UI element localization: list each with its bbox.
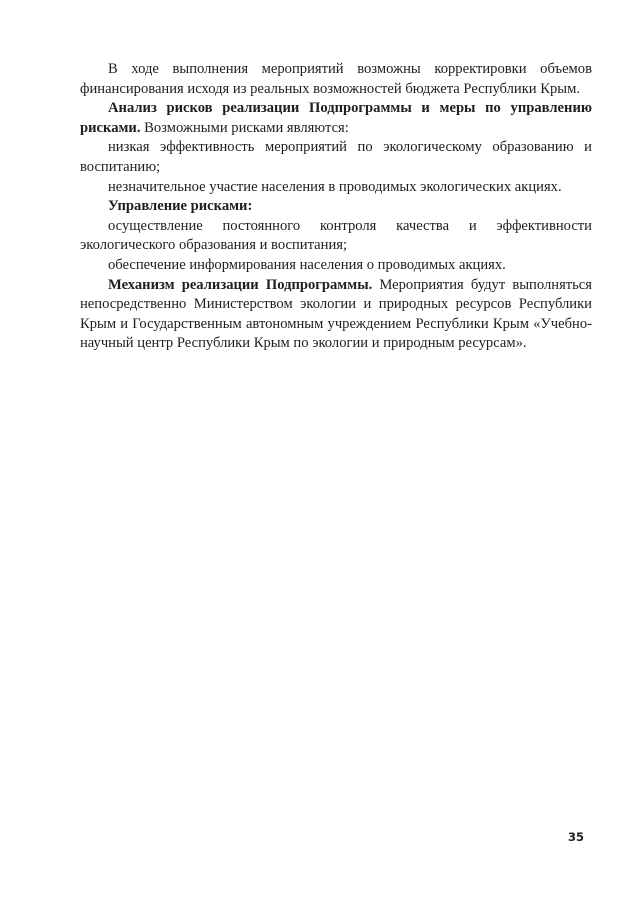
- measure-item-1: осуществление постоянного контроля качества и эффективности экологического образования и воспитания;: [80, 217, 592, 254]
- paragraph-risk-analysis: [80, 99, 592, 138]
- measure-item-2: обеспечение информирования населения о проводимых акциях.: [108, 256, 506, 273]
- paragraph-financing: В ходе выполнения мероприятий возможны корректировки объемов финансирования исходя из реальных возможностей бюджета Республики Крым.: [80, 61, 592, 97]
- risk-item-1: низкая эффективность мероприятий по экологическому образованию и воспитанию;: [80, 139, 592, 175]
- risk-management-heading: Управление рисками:: [108, 198, 253, 215]
- risk-analysis-intro: Возможными рисками являются:: [140, 119, 349, 136]
- risk-item-2: незначительное участие населения в проводимых экологических акциях.: [108, 178, 562, 195]
- mechanism-text: Мероприятия будут выполняться непосредственно Министерством экологии и природных ресурсов Республики Крым и Государственным автономным учреждением Республики Крым «Учебно-научный центр Республики Крым по экологии и природным ресурсам».: [80, 276, 592, 352]
- paragraph-mechanism: [80, 276, 592, 354]
- body-text: [80, 60, 592, 354]
- mechanism-heading: Механизм реализации Подпрограммы.: [108, 276, 373, 293]
- risk-analysis-heading: Анализ рисков реализации Подпрограммы и меры по управлению рисками.: [80, 100, 592, 136]
- page-number: 35: [568, 830, 585, 844]
